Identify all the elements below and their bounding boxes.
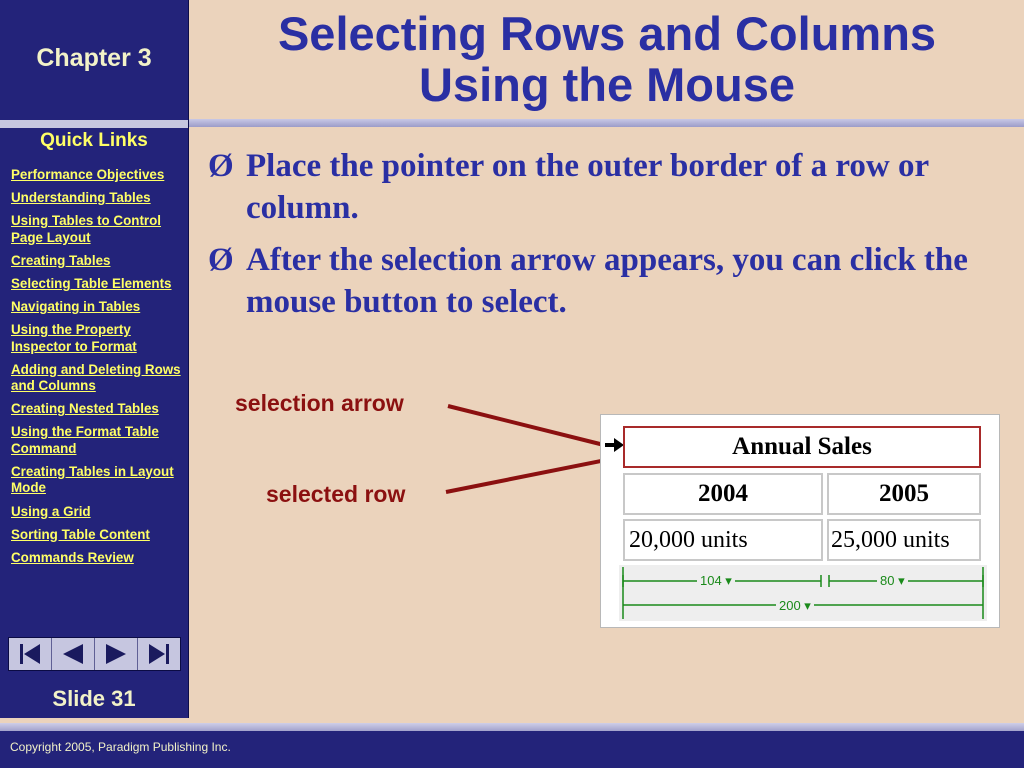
table-screenshot	[600, 414, 1000, 628]
link-navigating-tables[interactable]: Navigating in Tables	[11, 298, 141, 314]
first-slide-button[interactable]	[9, 638, 52, 670]
bullet-arrow-icon: Ø	[208, 242, 234, 278]
callout-selected-row: selected row	[266, 481, 406, 507]
slide-title	[190, 8, 1024, 110]
link-commands-review[interactable]: Commands Review	[11, 549, 134, 565]
column-2-width-label[interactable]: 80 ▾	[877, 573, 908, 589]
link-tables-page-layout[interactable]: Using Tables to Control Page Layout	[11, 213, 162, 245]
slide-number: Slide 31	[52, 686, 136, 711]
bullet-text: Place the pointer on the outer border of a row or column.	[246, 148, 929, 226]
table-cell-units-2004[interactable]: 20,000 units	[623, 519, 823, 561]
next-slide-button[interactable]	[95, 638, 138, 670]
header-divider	[189, 119, 1024, 127]
selection-arrow-icon	[605, 437, 625, 453]
link-adding-deleting[interactable]: Adding and Deleting Rows and Columns	[11, 361, 181, 394]
link-nested-tables[interactable]: Creating Nested Tables	[11, 401, 159, 417]
title-line-1: Selecting Rows and Columns	[277, 7, 937, 60]
last-slide-button[interactable]	[138, 638, 180, 670]
link-using-grid[interactable]: Using a Grid	[11, 503, 91, 519]
copyright-text: Copyright 2005, Paradigm Publishing Inc.	[10, 740, 231, 754]
first-slide-icon	[16, 642, 44, 666]
footer	[0, 731, 1024, 768]
column-1-width-label[interactable]: 104 ▾	[697, 573, 735, 589]
link-understanding-tables[interactable]: Understanding Tables	[11, 190, 151, 206]
link-layout-mode[interactable]: Creating Tables in Layout Mode	[11, 463, 174, 496]
link-sorting-content[interactable]: Sorting Table Content	[11, 526, 150, 542]
chapter-label: Chapter 3	[36, 44, 152, 72]
last-slide-icon	[145, 642, 173, 666]
previous-slide-icon	[59, 642, 87, 666]
table-cell-2004[interactable]: 2004	[623, 473, 823, 515]
column-width-bar	[619, 565, 987, 621]
quick-links-list	[11, 167, 183, 573]
footer-divider	[0, 723, 1024, 731]
table-cell-2005[interactable]: 2005	[827, 473, 981, 515]
previous-slide-button[interactable]	[52, 638, 95, 670]
title-line-2: Using the Mouse	[418, 58, 796, 111]
bullet-arrow-icon: Ø	[208, 148, 234, 184]
sidebar-divider	[0, 120, 188, 128]
link-format-table-command[interactable]: Using the Format Table Command	[11, 424, 159, 456]
slide-navigation	[8, 637, 181, 671]
bullet-item	[208, 239, 998, 323]
bullet-text: After the selection arrow appears, you can click the mouse button to select.	[246, 242, 968, 320]
sidebar	[0, 0, 189, 718]
quick-links-title: Quick Links	[40, 130, 148, 151]
bullet-item	[208, 145, 998, 229]
callout-selection-arrow: selection arrow	[235, 390, 404, 416]
selection-arrow-pointer-line	[448, 406, 608, 446]
table-header-cell[interactable]: Annual Sales	[623, 426, 981, 468]
table-width-label[interactable]: 200 ▾	[776, 598, 814, 614]
link-performance-objectives[interactable]: Performance Objectives	[11, 167, 165, 182]
next-slide-icon	[102, 642, 130, 666]
table-cell-units-2005[interactable]: 25,000 units	[827, 519, 981, 561]
link-selecting-table-elements[interactable]: Selecting Table Elements	[11, 275, 172, 291]
link-property-inspector[interactable]: Using the Property Inspector to Format	[11, 322, 137, 354]
bullet-list	[208, 145, 998, 333]
link-creating-tables[interactable]: Creating Tables	[11, 252, 111, 268]
